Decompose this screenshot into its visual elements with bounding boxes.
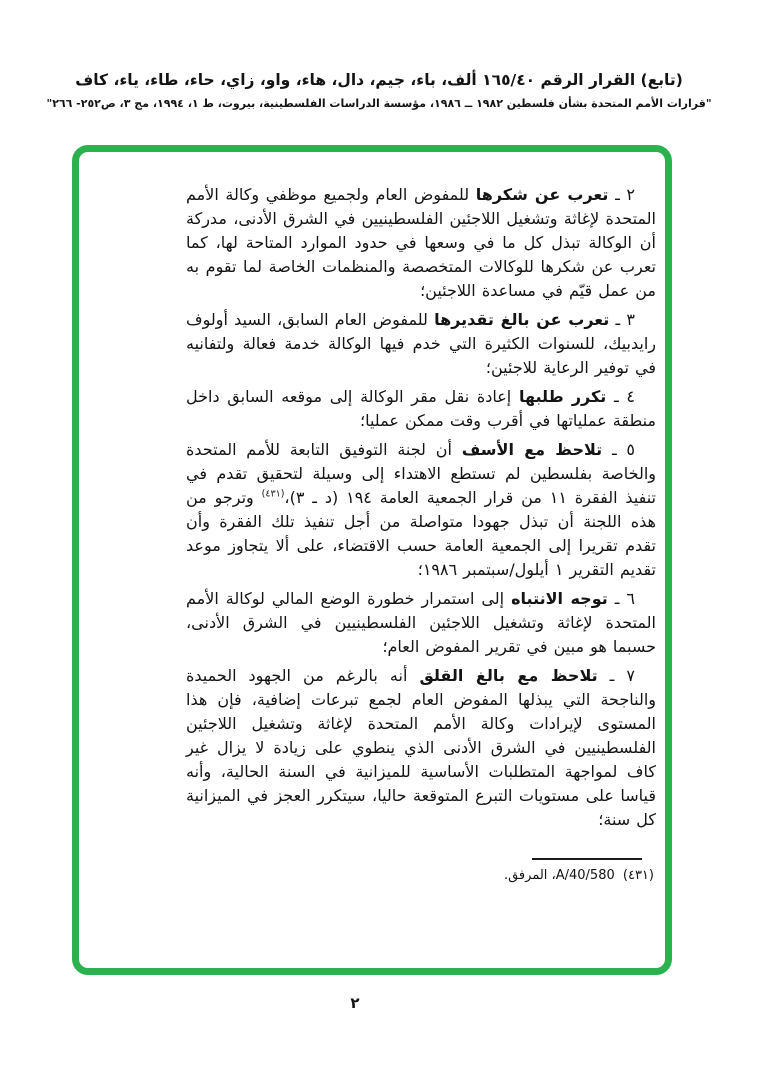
resolution-title: (تابع) القرار الرقم ١٦٥/٤٠ ألف، باء، جيم، دال، هاء، واو، زاي، حاء، طاء، ياء، كاف (75, 71, 683, 89)
paragraph-7 (186, 664, 656, 832)
paragraph-lead: تلاحظ مع الأسف (461, 440, 603, 459)
paragraph-number: ٧ ـ (609, 666, 635, 685)
paragraph-6 (186, 587, 656, 659)
footnote-reference-431: (٤٣١) (261, 488, 285, 500)
resolution-text-column (186, 183, 656, 885)
paragraph-lead: تعرب عن بالغ تقديرها (434, 310, 610, 329)
paragraph-3 (186, 308, 656, 380)
paragraph-number: ٦ ـ (614, 589, 635, 608)
content-frame (72, 145, 672, 975)
page-number: ٢ (350, 994, 360, 1012)
paragraph-4 (186, 385, 656, 433)
paragraph-body: إلى استمرار خطورة الوضع المالي لوكالة الأمم المتحدة لإغاثة وتشغيل اللاجئين الفلسطينيين في الشرق الأدنى، حسبما هو مبين في تقرير المفوض العام؛ (186, 589, 656, 656)
source-citation: "قرارات الأمم المتحدة بشأن فلسطين ١٩٨٢ ــ ١٩٨٦، مؤسسة الدراسات الفلسطينية، بيروت، ط ١، ١٩٩٤، مج ٣، ص٢٥٢- ٢٦٦" (46, 97, 712, 110)
paragraph-body: للمفوض العام السابق، السيد أولوف رايدبيك، للسنوات الكثيرة التي خدم فيها الوكالة خدمة فعالة ولتفانيه في توفير الرعاية للاجئين؛ (186, 310, 656, 377)
paragraph-lead: تكرر طلبها (518, 387, 607, 406)
paragraph-2 (186, 183, 656, 303)
paragraph-lead: تلاحظ مع بالغ القلق (419, 666, 598, 685)
paragraph-body: للمفوض العام ولجميع موظفي وكالة الأمم المتحدة لإغاثة وتشغيل اللاجئين الفلسطينيين في الشرق الأدنى، مدركة أن الوكالة تبذل كل ما في وسعها في حدود الموارد المتاحة لها، كما تعرب عن شكرها للوكالات المتخصصة والمنظمات الخاصة لما تقوم به من عمل قيّم في مساعدة اللاجئين؛ (186, 185, 656, 300)
footnote (186, 867, 654, 885)
paragraph-number: ٥ ـ (611, 440, 636, 459)
paragraph-number: ٣ ـ (615, 310, 636, 329)
paragraph-body-continued: وترجو من هذه اللجنة أن تبذل جهودا متواصلة من أجل تنفيذ تلك الفقرة وأن تقدم تقريرا إلى الجمعية العامة حسب الاقتضاء، على ألا يتجاوز موعد تقديم التقرير ١ أيلول/سبتمبر ١٩٨٦؛ (186, 488, 656, 579)
paragraph-number: ٤ ـ (614, 387, 635, 406)
paragraph-body: أنه بالرغم من الجهود الحميدة والناجحة التي يبذلها المفوض العام لجمع تبرعات إضافية، فإن هذا المستوى لإيرادات وكالة الأمم المتحدة لإغاثة وتشغيل اللاجئين الفلسطينيين في الشرق الأدنى الذي ينطوي على زيادة لا يزال غير كاف لمواجهة المتطلبات الأساسية للميزانية في السنة الحالية، وأنه قياسا على مستويات التبرع المتوقعة حاليا، سيتكرر العجز في الميزانية كل سنة؛ (186, 666, 656, 829)
paragraph-lead: تعرب عن شكرها (475, 185, 609, 204)
paragraph-lead: توجه الانتباه (511, 589, 608, 608)
paragraph-5 (186, 438, 656, 582)
footnote-marker: (٤٣١) (622, 868, 654, 883)
paragraph-body: أن لجنة التوفيق التابعة للأمم المتحدة والخاصة بفلسطين لم تستطع الاهتداء إلى وسيلة لتحقيق تقدم في تنفيذ الفقرة ١١ من قرار الجمعية العامة ١٩٤ (د ـ ٣)، (186, 440, 657, 507)
footnote-divider (532, 858, 642, 860)
paragraph-body: إعادة نقل مقر الوكالة إلى موقعه السابق داخل منطقة عملياتها في أقرب وقت ممكن عمليا؛ (186, 387, 656, 430)
paragraph-number: ٢ ـ (615, 185, 636, 204)
footnote-text: A/40/580، المرفق. (503, 868, 615, 883)
